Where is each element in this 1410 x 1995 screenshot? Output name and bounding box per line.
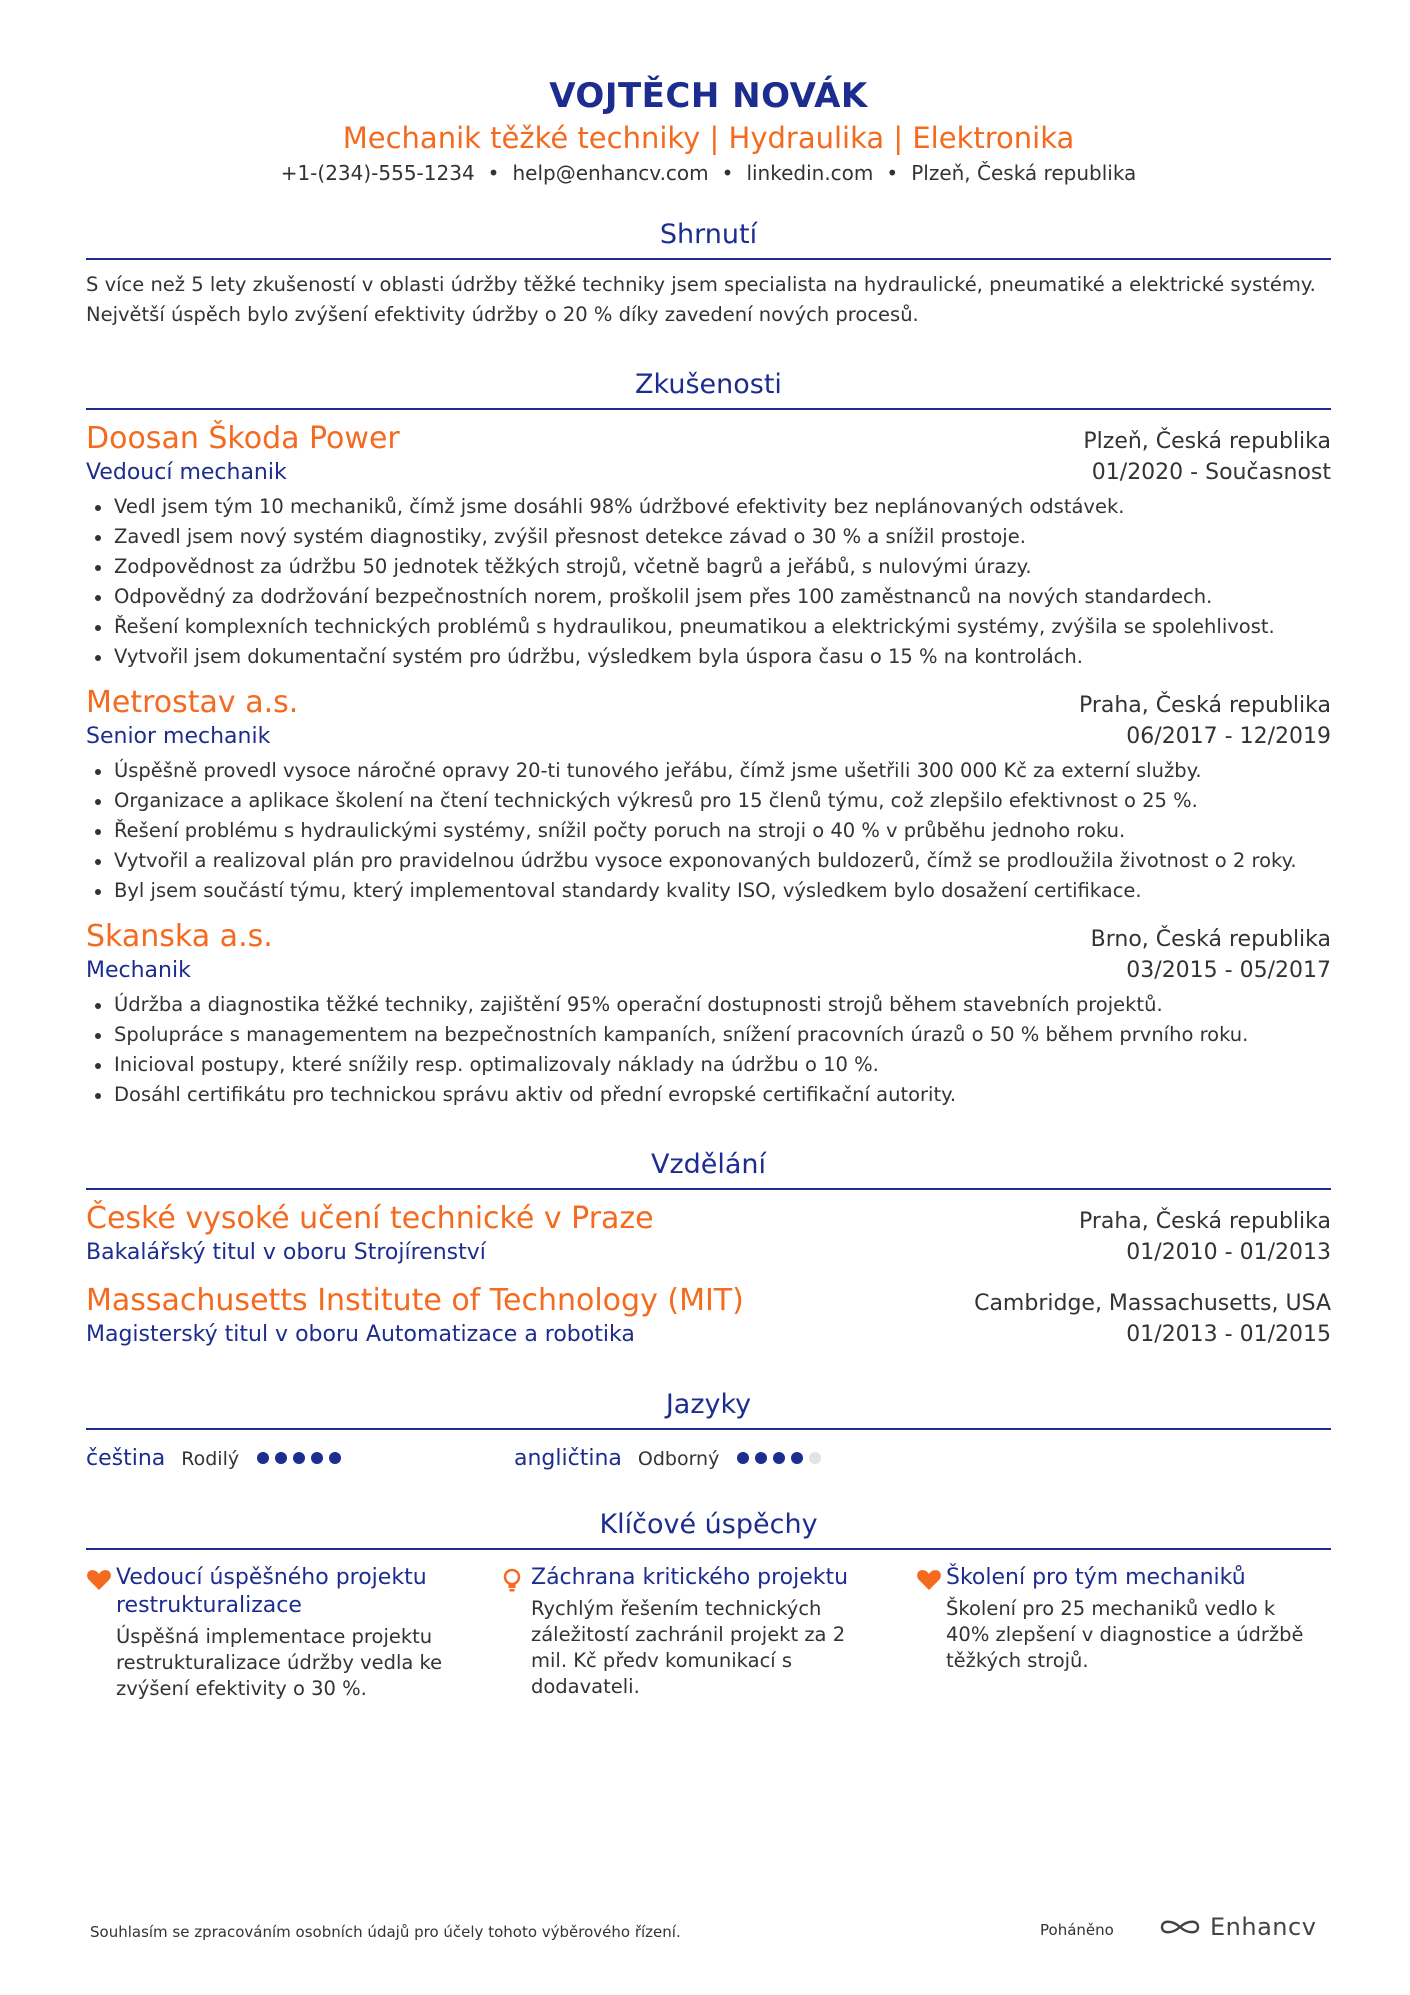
bullet-item: Řešení problému s hydraulickými systémy, snížil počty poruch na stroji o 40 % v průběhu jednoho roku.	[86, 816, 1331, 846]
languages-section	[86, 1388, 1331, 1474]
candidate-headline: Mechanik těžké techniky | Hydraulika | Elektronika	[342, 121, 1075, 155]
resume-page	[86, 0, 1331, 1995]
summary-section	[86, 218, 1331, 330]
language-item	[86, 1446, 514, 1471]
rating-dot-empty	[809, 1452, 821, 1464]
school-name: České vysoké učení technické v Praze	[86, 1201, 654, 1236]
achievement-description: Školení pro 25 mechaniků vedlo k 40% zlepšení v diagnostice a údržbě těžkých strojů.	[946, 1597, 1304, 1672]
linkedin-link[interactable]: linkedin.com	[746, 161, 874, 185]
bullet-list	[86, 990, 1331, 1110]
bullet-item: Vytvořil jsem dokumentační systém pro údržbu, výsledkem byla úspora času o 15 % na kontrolách.	[86, 642, 1331, 672]
language-item	[514, 1446, 942, 1471]
rating-dot-filled	[755, 1452, 767, 1464]
company-location: Praha, Česká republika	[1078, 693, 1331, 718]
separator-dot: •	[886, 161, 899, 185]
achievement-item	[86, 1564, 501, 1702]
achievements-section	[86, 1508, 1331, 1702]
section-divider	[86, 408, 1331, 410]
achievement-description: Úspěšná implementace projektu restrukturalizace údržby vedla ke zvýšení efektivity o 30 %.	[116, 1625, 443, 1700]
bullet-item: Odpovědný za dodržování bezpečnostních norem, proškolil jsem přes 100 zaměstnanců na nových standardech.	[86, 582, 1331, 612]
section-divider	[86, 258, 1331, 260]
rating-dot-filled	[311, 1452, 323, 1464]
company-name: Metrostav a.s.	[86, 685, 299, 720]
language-rating	[737, 1452, 821, 1464]
education-entry	[86, 1282, 1331, 1350]
brand-logo[interactable]	[1158, 1913, 1316, 1941]
achievement-item	[916, 1564, 1331, 1702]
language-name: angličtina	[514, 1445, 622, 1471]
separator-dot: •	[487, 161, 500, 185]
experience-section	[86, 368, 1331, 1110]
rating-dot-filled	[737, 1452, 749, 1464]
job-title: Vedoucí mechanik	[86, 460, 287, 485]
company-location: Brno, Česká republika	[1090, 927, 1331, 952]
bullet-item: Řešení komplexních technických problémů s hydraulikou, pneumatikou a elektrickými systémy, zvýšila se spolehlivost.	[86, 612, 1331, 642]
bullet-item: Úspěšně provedl vysoce náročné opravy 20-ti tunového jeřábu, čímž jsme ušetřili 300 000 Kč za externí služby.	[86, 756, 1331, 786]
bullet-list	[86, 756, 1331, 906]
company-name: Doosan Škoda Power	[86, 421, 400, 456]
phone-text: +1-(234)-555-1234	[280, 161, 475, 185]
achievement-title: Záchrana kritického projektu	[531, 1565, 849, 1590]
achievement-description: Rychlým řešením technických záležitostí zachránil projekt za 2 mil. Kč předv komunikací s dodavateli.	[531, 1597, 846, 1698]
summary-text: S více než 5 lety zkušeností v oblasti údržby těžké techniky jsem specialista na hydraulické, pneumatiké a elektrické systémy. Největší úspěch bylo zvýšení efektivity údržby o 20 % díky zavedení nových procesů.	[86, 273, 1316, 326]
job-title: Senior mechanik	[86, 724, 271, 749]
separator-dot: •	[721, 161, 734, 185]
language-level: Odborný	[637, 1447, 720, 1470]
consent-text: Souhlasím se zpracováním osobních údajů pro účely tohoto výběrového řízení.	[90, 1923, 681, 1941]
experience-entry	[86, 420, 1331, 672]
section-divider	[86, 1188, 1331, 1190]
language-name: čeština	[86, 1445, 166, 1471]
powered-by-text: Poháněno	[1040, 1921, 1114, 1939]
job-dates: 03/2015 - 05/2017	[1126, 958, 1331, 983]
bullet-item: Vytvořil a realizoval plán pro pravidelnou údržbu vysoce exponovaných buldozerů, čímž se prodloužila životnost o 2 roky.	[86, 846, 1331, 876]
degree-title: Magisterský titul v oboru Automatizace a robotika	[86, 1322, 635, 1347]
company-location: Plzeň, Česká republika	[1083, 429, 1331, 454]
language-rating	[257, 1452, 341, 1464]
bullet-item: Organizace a aplikace školení na čtení technických výkresů pro 15 členů týmu, což zlepšilo efektivnost o 25 %.	[86, 786, 1331, 816]
bullet-item: Údržba a diagnostika těžké techniky, zajištění 95% operační dostupnosti strojů během stavebních projektů.	[86, 990, 1331, 1020]
experience-entry	[86, 918, 1331, 1110]
experience-title: Zkušenosti	[635, 369, 782, 400]
rating-dot-filled	[293, 1452, 305, 1464]
bullet-item: Zavedl jsem nový systém diagnostiky, zvýšil přesnost detekce závad o 30 % a snížil prostoje.	[86, 522, 1331, 552]
school-name: Massachusetts Institute of Technology (MIT)	[86, 1283, 744, 1318]
candidate-name: VOJTĚCH NOVÁK	[549, 76, 868, 116]
bullet-item: Spolupráce s managementem na bezpečnostních kampaních, snížení pracovních úrazů o 50 % během prvního roku.	[86, 1020, 1331, 1050]
education-section	[86, 1148, 1331, 1350]
languages-list	[86, 1442, 1331, 1474]
achievements-title: Klíčové úspěchy	[599, 1509, 818, 1540]
bullet-item: Inicioval postupy, které snížily resp. optimalizovaly náklady na údržbu o 10 %.	[86, 1050, 1331, 1080]
job-title: Mechanik	[86, 958, 191, 983]
page-footer	[90, 1913, 1330, 1953]
achievement-title: Vedoucí úspěšného projektu restrukturalizace	[116, 1565, 427, 1618]
location-text: Plzeň, Česká republika	[911, 161, 1137, 185]
heart-icon	[86, 1564, 116, 1702]
rating-dot-filled	[275, 1452, 287, 1464]
bullet-item: Dosáhl certifikátu pro technickou správu aktiv od přední evropské certifikační autority.	[86, 1080, 1331, 1110]
education-dates: 01/2010 - 01/2013	[1126, 1240, 1331, 1265]
section-divider	[86, 1548, 1331, 1550]
email-link[interactable]: help@enhancv.com	[512, 161, 709, 185]
job-dates: 01/2020 - Současnost	[1091, 460, 1331, 485]
bullet-item: Vedl jsem tým 10 mechaniků, čímž jsme dosáhli 98% údržbové efektivity bez neplánovaných odstávek.	[86, 492, 1331, 522]
achievements-list	[86, 1564, 1331, 1702]
experience-entry	[86, 684, 1331, 906]
degree-title: Bakalářský titul v oboru Strojírenství	[86, 1240, 486, 1265]
education-entry	[86, 1200, 1331, 1268]
bullet-item: Byl jsem součástí týmu, který implementoval standardy kvality ISO, výsledkem bylo dosažení certifikace.	[86, 876, 1331, 906]
bullet-list	[86, 492, 1331, 672]
contact-line	[86, 160, 1331, 186]
rating-dot-filled	[791, 1452, 803, 1464]
summary-title: Shrnutí	[659, 219, 758, 250]
enhancv-logo-icon	[1158, 1916, 1202, 1938]
bullet-item: Zodpovědnost za údržbu 50 jednotek těžkých strojů, včetně bagrů a jeřábů, s nulovými úrazy.	[86, 552, 1331, 582]
rating-dot-filled	[329, 1452, 341, 1464]
school-location: Praha, Česká republika	[1078, 1209, 1331, 1234]
section-divider	[86, 1428, 1331, 1430]
brand-name: Enhancv	[1210, 1913, 1317, 1941]
company-name: Skanska a.s.	[86, 919, 273, 954]
education-title: Vzdělání	[650, 1149, 767, 1180]
lightbulb-icon	[501, 1564, 531, 1702]
education-dates: 01/2013 - 01/2015	[1126, 1322, 1331, 1347]
job-dates: 06/2017 - 12/2019	[1126, 724, 1331, 749]
achievement-title: Školení pro tým mechaniků	[946, 1565, 1246, 1590]
languages-title: Jazyky	[665, 1389, 752, 1420]
achievement-item	[501, 1564, 916, 1702]
rating-dot-filled	[773, 1452, 785, 1464]
heart-icon	[916, 1564, 946, 1702]
school-location: Cambridge, Massachusetts, USA	[974, 1291, 1331, 1316]
language-level: Rodilý	[181, 1447, 240, 1470]
rating-dot-filled	[257, 1452, 269, 1464]
